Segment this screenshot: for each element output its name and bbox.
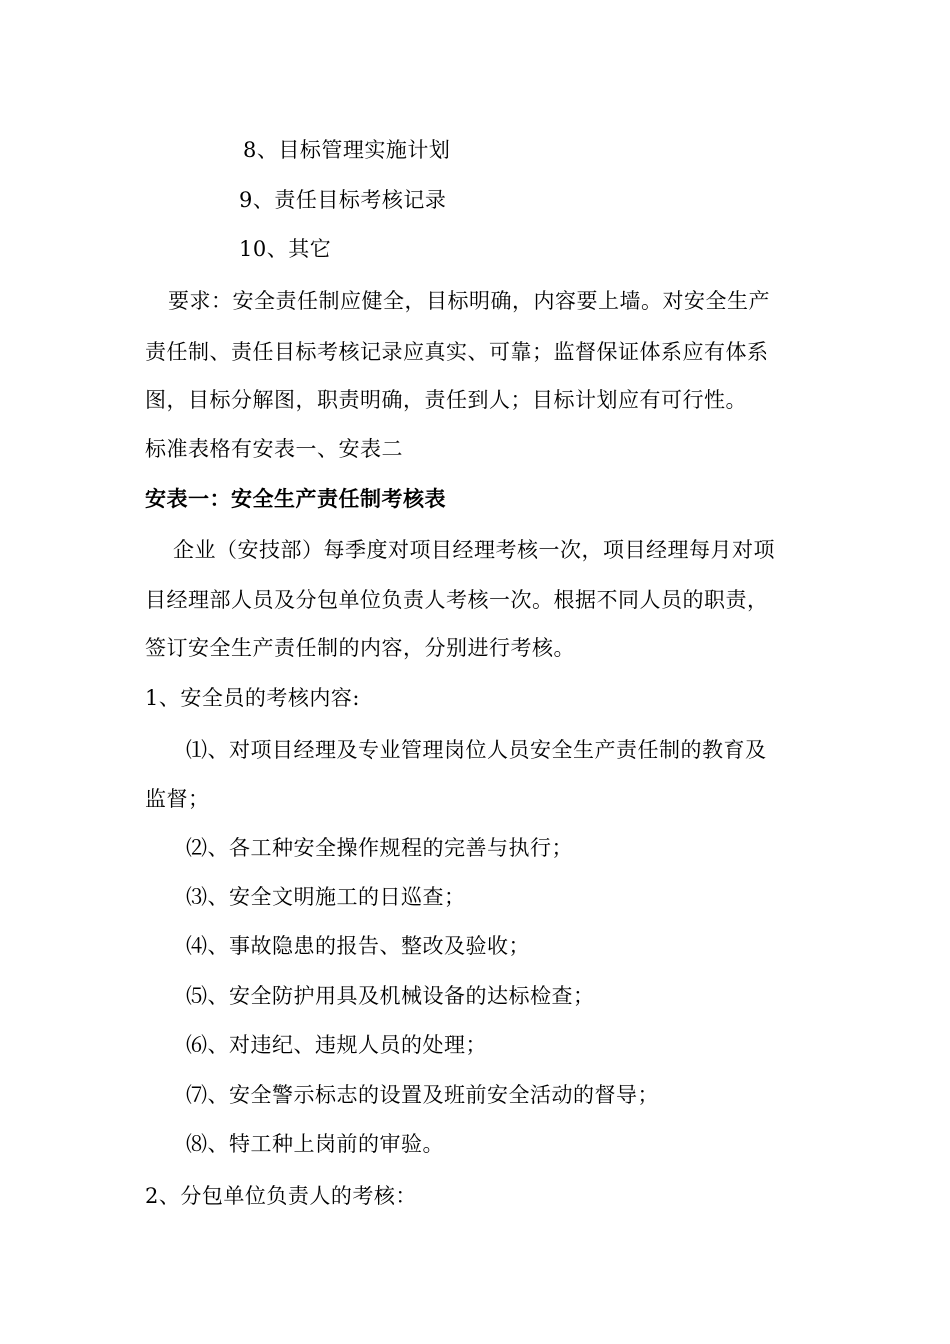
requirements-line-1: 要求：安全责任制应健全，目标明确，内容要上墙。对安全生产 xyxy=(168,289,770,313)
item-1-sub-1-line-1: ⑴、对项目经理及专业管理岗位人员安全生产责任制的教育及 xyxy=(186,738,767,762)
item-1-sub-6: ⑹、对违纪、违规人员的处理； xyxy=(186,1033,487,1057)
item-1-sub-3: ⑶、安全文明施工的日巡查； xyxy=(186,885,466,909)
item-1-sub-2: ⑵、各工种安全操作规程的完善与执行； xyxy=(186,836,573,860)
item-2-heading: 2、分包单位负责人的考核： xyxy=(145,1184,417,1208)
requirements-line-2: 责任制、责任目标考核记录应真实、可靠；监督保证体系应有体系 xyxy=(145,340,769,364)
item-1-sub-7: ⑺、安全警示标志的设置及班前安全活动的督导； xyxy=(186,1083,659,1107)
list-item-10: 10、其它 xyxy=(239,237,332,261)
item-1-sub-4: ⑷、事故隐患的报告、整改及验收； xyxy=(186,934,530,958)
list-item-9: 9、责任目标考核记录 xyxy=(239,188,447,212)
item-1-sub-5: ⑸、安全防护用具及机械设备的达标检查； xyxy=(186,984,595,1008)
item-1-sub-8: ⑻、特工种上岗前的审验。 xyxy=(186,1132,444,1156)
standard-forms-note: 标准表格有安表一、安表二 xyxy=(145,437,403,461)
item-1-heading: 1、安全员的考核内容: xyxy=(145,686,360,710)
item-1-sub-1-line-2: 监督； xyxy=(145,787,210,811)
intro-line-3: 签订安全生产责任制的内容，分别进行考核。 xyxy=(145,636,575,660)
intro-line-1: 企业（安技部）每季度对项目经理考核一次，项目经理每月对项 xyxy=(173,538,775,562)
intro-line-2: 目经理部人员及分包单位负责人考核一次。根据不同人员的职责， xyxy=(145,588,769,612)
list-item-8: 8、目标管理实施计划 xyxy=(243,138,451,162)
requirements-line-3: 图，目标分解图，职责明确，责任到人；目标计划应有可行性。 xyxy=(145,388,747,412)
section-title: 安表一：安全生产责任制考核表 xyxy=(145,486,446,511)
